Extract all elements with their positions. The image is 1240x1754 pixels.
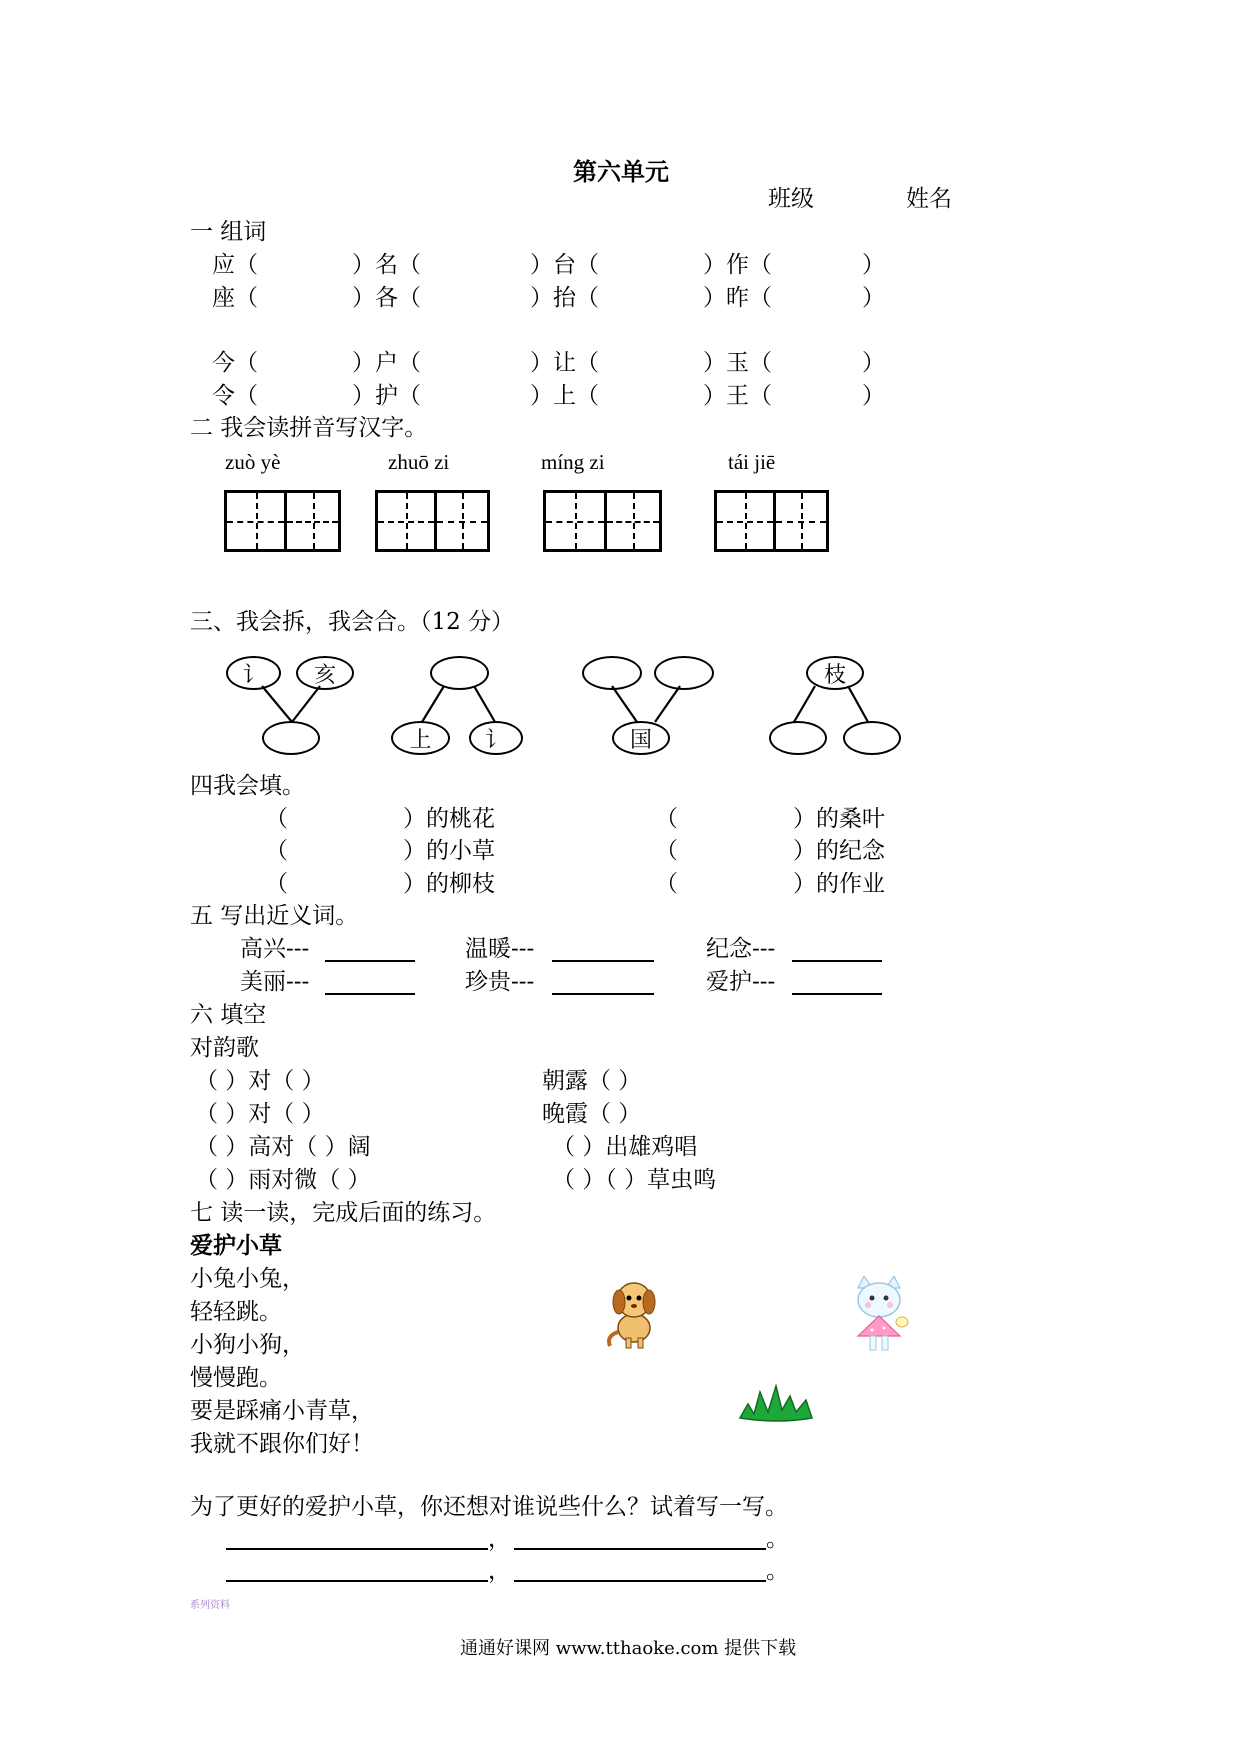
split-oval[interactable] bbox=[654, 656, 714, 690]
answer-line[interactable] bbox=[792, 993, 882, 995]
section-1-title: 一 组词 bbox=[190, 219, 267, 245]
comma-mark: ， bbox=[488, 1526, 511, 1552]
synonym-word: 珍贵--- bbox=[465, 969, 535, 995]
page-footer: 通通好课网 www.tthaoke.com 提供下载 bbox=[460, 1638, 797, 1659]
word-cell: ）让（ bbox=[530, 350, 599, 376]
synonym-word: 温暖--- bbox=[465, 936, 535, 962]
poem-line: 轻轻跳。 bbox=[190, 1299, 282, 1325]
merge-oval[interactable] bbox=[262, 721, 320, 755]
fill-paren: （ bbox=[265, 871, 288, 897]
couplet-right: 晚霞（ ） bbox=[542, 1101, 642, 1127]
pinyin-2: zhuō zi bbox=[388, 450, 450, 474]
fill-paren: （ bbox=[655, 838, 678, 864]
pinyin-1: zuò yè bbox=[225, 450, 281, 474]
word-cell: ）上（ bbox=[530, 383, 599, 409]
poem-line: 小兔小兔， bbox=[190, 1266, 305, 1292]
answer-line[interactable] bbox=[552, 960, 654, 962]
answer-line[interactable] bbox=[325, 960, 415, 962]
word-cell: ） bbox=[862, 350, 885, 376]
poem-line: 我就不跟你们好！ bbox=[190, 1431, 374, 1457]
section-3-title: 三、我会拆，我会合。（12 分） bbox=[190, 609, 515, 635]
couplet-right: （ ）出雄鸡唱 bbox=[552, 1134, 698, 1160]
fill-paren: （ bbox=[655, 806, 678, 832]
fill-phrase: ）的桃花 bbox=[403, 806, 495, 832]
word-cell: 座（ bbox=[212, 285, 258, 311]
class-label: 班级 bbox=[768, 186, 814, 212]
poem-line: 慢慢跑。 bbox=[190, 1365, 282, 1391]
merge-oval[interactable]: 国 bbox=[612, 721, 670, 755]
source-note: 系列资料 bbox=[190, 1600, 230, 1611]
couplet-left: （ ）对（ ） bbox=[195, 1068, 325, 1094]
couplet-left: （ ）高对（ ）阔 bbox=[195, 1134, 371, 1160]
split-oval[interactable] bbox=[769, 721, 827, 755]
couplet-left: （ ）对（ ） bbox=[195, 1101, 325, 1127]
word-cell: ）玉（ bbox=[703, 350, 772, 376]
answer-line[interactable] bbox=[552, 993, 654, 995]
split-oval[interactable]: 上 bbox=[391, 721, 450, 755]
answer-line[interactable] bbox=[226, 1580, 488, 1582]
word-cell: ）名（ bbox=[352, 252, 421, 278]
split-oval[interactable] bbox=[843, 721, 901, 755]
section-2-title: 二 我会读拼音写汉字。 bbox=[190, 415, 428, 441]
pinyin-4: tái jiē bbox=[728, 450, 776, 474]
answer-line[interactable] bbox=[792, 960, 882, 962]
fill-paren: （ bbox=[655, 871, 678, 897]
fill-paren: （ bbox=[265, 806, 288, 832]
poem-line: 小狗小狗， bbox=[190, 1332, 305, 1358]
couplet-right: 朝露（ ） bbox=[542, 1068, 642, 1094]
period-mark: 。 bbox=[766, 1526, 789, 1552]
split-oval[interactable]: 讠 bbox=[226, 656, 281, 690]
kitten-illustration bbox=[846, 1276, 914, 1358]
couplet-right: （ ）（ ）草虫鸣 bbox=[552, 1167, 717, 1193]
name-label: 姓名 bbox=[906, 186, 952, 212]
word-cell: ）户（ bbox=[352, 350, 421, 376]
grass-illustration bbox=[738, 1384, 814, 1424]
synonym-word: 高兴--- bbox=[240, 936, 310, 962]
word-cell: 令（ bbox=[212, 383, 258, 409]
answer-line[interactable] bbox=[226, 1548, 488, 1550]
answer-line[interactable] bbox=[325, 993, 415, 995]
word-cell: ）台（ bbox=[530, 252, 599, 278]
synonym-word: 纪念--- bbox=[706, 936, 776, 962]
section-7-title: 七 读一读，完成后面的练习。 bbox=[190, 1200, 497, 1226]
word-cell: ） bbox=[862, 252, 885, 278]
word-cell: ）王（ bbox=[703, 383, 772, 409]
puppy-illustration bbox=[600, 1276, 662, 1352]
word-cell: ）护（ bbox=[352, 383, 421, 409]
split-oval[interactable] bbox=[582, 656, 642, 690]
section-6-subtitle: 对韵歌 bbox=[190, 1035, 259, 1061]
poem-line: 要是踩痛小青草， bbox=[190, 1398, 374, 1424]
page-title: 第六单元 bbox=[573, 158, 669, 186]
pinyin-3: míng zi bbox=[541, 450, 605, 474]
synonym-word: 美丽--- bbox=[240, 969, 310, 995]
poem-title: 爱护小草 bbox=[190, 1232, 282, 1259]
word-cell: ）作（ bbox=[703, 252, 772, 278]
word-cell: ）各（ bbox=[352, 285, 421, 311]
writing-question: 为了更好的爱护小草，你还想对谁说些什么？试着写一写。 bbox=[190, 1494, 788, 1520]
section-4-title: 四我会填。 bbox=[190, 773, 305, 799]
section-5-title: 五 写出近义词。 bbox=[190, 903, 359, 929]
period-mark: 。 bbox=[766, 1558, 789, 1584]
word-cell: 今（ bbox=[212, 350, 258, 376]
fill-phrase: ）的柳枝 bbox=[403, 871, 495, 897]
word-cell: ）抬（ bbox=[530, 285, 599, 311]
fill-phrase: ）的小草 bbox=[403, 838, 495, 864]
answer-line[interactable] bbox=[514, 1548, 766, 1550]
synonym-word: 爱护--- bbox=[706, 969, 776, 995]
comma-mark: ， bbox=[488, 1558, 511, 1584]
fill-phrase: ）的作业 bbox=[793, 871, 885, 897]
fill-phrase: ）的纪念 bbox=[793, 838, 885, 864]
merge-oval[interactable] bbox=[430, 656, 489, 690]
split-oval[interactable]: 亥 bbox=[296, 656, 354, 690]
couplet-left: （ ）雨对微（ ） bbox=[195, 1167, 371, 1193]
word-cell: ） bbox=[862, 285, 885, 311]
fill-phrase: ）的桑叶 bbox=[793, 806, 885, 832]
fill-paren: （ bbox=[265, 838, 288, 864]
split-oval[interactable]: 讠 bbox=[469, 721, 523, 755]
answer-line[interactable] bbox=[514, 1580, 766, 1582]
section-6-title: 六 填空 bbox=[190, 1002, 267, 1028]
merge-oval[interactable]: 枝 bbox=[806, 656, 864, 690]
word-cell: ）昨（ bbox=[703, 285, 772, 311]
word-cell: 应（ bbox=[212, 252, 258, 278]
word-cell: ） bbox=[862, 383, 885, 409]
